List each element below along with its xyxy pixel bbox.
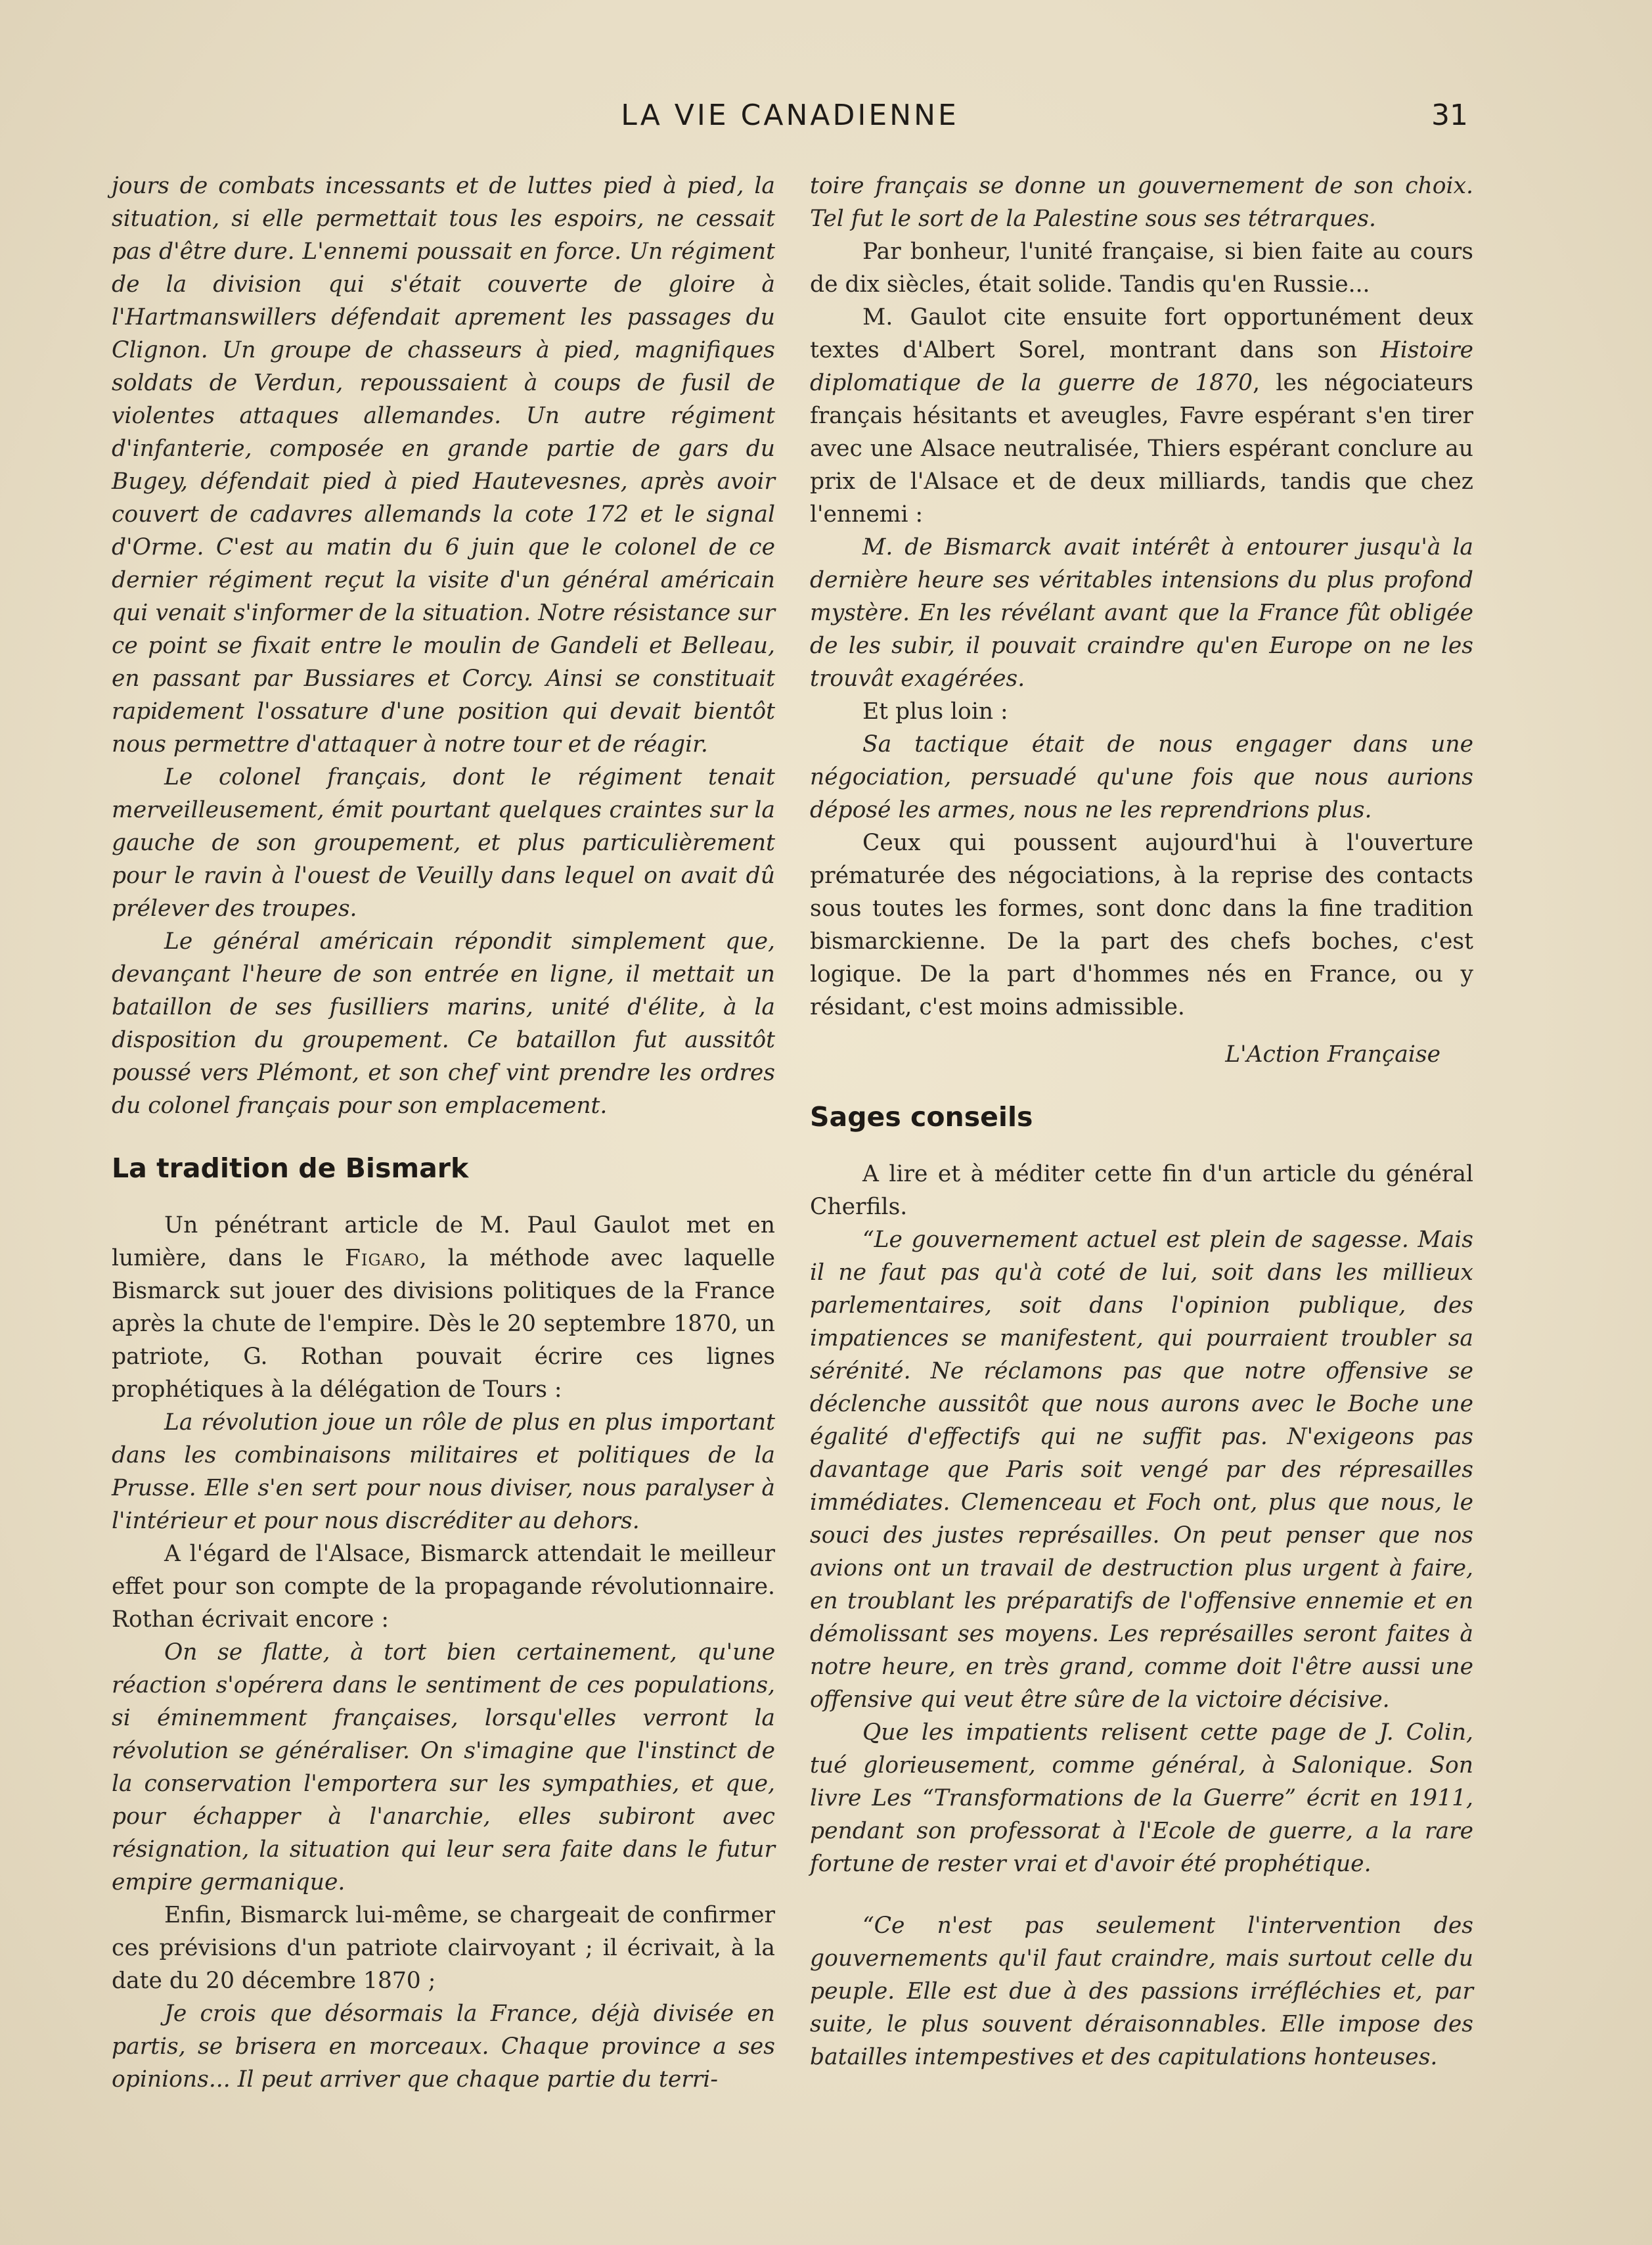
quotation: Que les impatients relisent cette page de J. Colin, tué glorieusement, comme général, à Salonique. Son livre Les “Transformations de la Guerre” écrit en 1911, pendant son professorat à l'Ecole de guerre, a la rare fortune de rester vrai et d'avoir été prophétique. (810, 1719, 1473, 1877)
left-column (112, 170, 775, 2096)
quotation: M. de Bismarck avait intérêt à entourer jusqu'à la dernière heure ses véritables intensions du plus profond mystère. En les révélant avant que la France fût obligée de les subir, il pouvait craindre qu'en Europe on ne les trouvât exagérées. (810, 534, 1473, 692)
paragraph (112, 1209, 775, 1406)
quotation: “Le gouvernement actuel est plein de sagesse. Mais il ne faut pas qu'à coté de lui, soit dans les millieux parlementaires, soit dans l'opinion publique, des impatiences se manifestent, qui pourraient troubler sa sérénité. Ne réclamons pas que notre offensive se déclenche aussitôt que nous aurons avec le Boche une égalité d'effectifs qui ne suffit pas. N'exigeons pas davantage que Paris soit vengé par des répresailles immédiates. Clemenceau et Foch ont, plus que nous, le souci des justes représailles. On peut penser que nos avions ont un travail de destruction plus urgent à faire, en troublant les préparatifs de l'offensive ennemie et en démolissant ses moyens. Les représailles seront faites à notre heure, en très grand, comme doit l'être aussi une offensive qui veut être sûre de la victoire décisive. (810, 1227, 1473, 1713)
page-header (112, 99, 1468, 145)
paragraph (810, 301, 1473, 531)
paragraph: Enfin, Bismarck lui-même, se chargeait de confirmer ces prévisions d'un patriote clairvoyant ; il écrivait, à la date du 20 décembre 1870 ; (112, 1902, 775, 1994)
paragraph: A lire et à méditer cette fin d'un article du général Cherfils. (810, 1161, 1473, 1220)
quotation: Je crois que désormais la France, déjà divisée en partis, se brisera en morceaux. Chaque province a ses opinions... Il peut arriver que chaque partie du terri- (112, 2001, 775, 2093)
paragraph-text: M. Gaulot cite ensuite fort opportunément deux textes d'Albert Sorel, montrant dans son (810, 304, 1473, 363)
paragraph: Le colonel français, dont le régiment tenait merveilleusement, émit pourtant quelques craintes sur la gauche de son groupement, et plus particulièrement pour le ravin à l'ouest de Veuilly dans lequel on avait dû prélever des troupes. (112, 764, 775, 922)
quotation: “Ce n'est pas seulement l'intervention des gouvernements qu'il faut craindre, mais surtout celle du peuple. Elle est due à des passions irréfléchies et, par suite, le plus souvent déraisonnables. Elle impose des batailles intempestives et des capitulations honteuses. (810, 1913, 1473, 2070)
paragraph-text: , la méthode avec laquelle Bismarck sut jouer des divisions politiques de la France après la chute de l'empire. Dès le 20 septembre 1870, un patriote, G. Rothan pouvait écrire ces lignes prophétiques à la délégation de Tours : (112, 1245, 775, 1403)
running-title: LA VIE CANADIENNE (621, 99, 959, 132)
article-heading: La tradition de Bismark (112, 1152, 469, 1184)
quotation: Sa tactique était de nous engager dans une négociation, persuadé qu'une fois que nous aurions déposé les armes, nous ne les reprendrions plus. (810, 731, 1473, 823)
page-number: 31 (1431, 99, 1468, 132)
paragraph-text: , les négociateurs français hésitants et aveugles, Favre espérant s'en tirer avec une Alsace neutralisée, Thiers espérant conclure au prix de l'Alsace et de deux milliards, tandis que chez l'ennemi : (810, 370, 1473, 528)
article-heading: Sages conseils (810, 1101, 1033, 1133)
paragraph: Ceux qui poussent aujourd'hui à l'ouverture prématurée des négociations, à la reprise des contacts sous toutes les formes, sont donc dans la fine tradition bismarckienne. De la part des chefs boches, c'est logique. De la part d'hommes nés en France, ou y résidant, c'est moins admissible. (810, 830, 1473, 1020)
quotation: La révolution joue un rôle de plus en plus important dans les combinaisons militaires et politiques de la Prusse. Elle s'en sert pour nous diviser, nous paralyser à l'intérieur et pour nous discréditer au dehors. (112, 1409, 775, 1534)
paragraph: A l'égard de l'Alsace, Bismarck attendait le meilleur effet pour son compte de la propagande révolutionnaire. Rothan écrivait encore : (112, 1541, 775, 1633)
quotation: toire français se donne un gouvernement de son choix. Tel fut le sort de la Palestine sous ses tétrarques. (810, 173, 1473, 232)
source-attribution: L'Action Française (1225, 1041, 1440, 1068)
paragraph: Par bonheur, l'unité française, si bien faite au cours de dix siècles, était solide. Tandis qu'en Russie... (810, 238, 1473, 298)
quotation: On se flatte, à tort bien certainement, qu'une réaction s'opérera dans le sentiment de ces populations, si éminemment françaises, lorsqu'elles verront la révolution se généraliser. On s'imagine que l'instinct de la conservation l'emportera sur les sympathies, et que, pour échapper à l'anarchie, elles subiront avec résignation, la situation qui leur sera faite dans le futur empire germanique. (112, 1639, 775, 1895)
right-column (810, 170, 1473, 2074)
paragraph: Le général américain répondit simplement que, devançant l'heure de son entrée en ligne, il mettait un bataillon de ses fusilliers marins, unité d'élite, à la disposition du groupement. Ce bataillon fut aussitôt poussé vers Plémont, et son chef vint prendre les ordres du colonel français pour son emplacement. (112, 928, 775, 1119)
paragraph: Et plus loin : (862, 698, 1008, 725)
paragraph: jours de combats incessants et de luttes pied à pied, la situation, si elle permettait tous les espoirs, ne cessait pas d'être dure. L'ennemi poussait en force. Un régiment de la division qui s'était couverte de gloire à l'Hartmanswillers défendait aprement les passages du Clignon. Un groupe de chasseurs à pied, magnifiques soldats de Verdun, repoussaient à coups de fusil de violentes attaques allemandes. Un autre régiment d'infanterie, composée en grande partie de gars du Bugey, défendait pied à pied Hautevesnes, après avoir couvert de cadavres allemands la cote 172 et le signal d'Orme. C'est au matin du 6 juin que le colonel de ce dernier régiment reçut la visite d'un général américain qui venait s'informer de la situation. Notre résistance sur ce point se fixait entre le moulin de Gandeli et Belleau, en passant par Bussiares et Corcy. Ainsi se constituait rapidement l'ossature d'une position qui devait bientôt nous permettre d'attaquer à notre tour et de réagir. (112, 173, 775, 758)
book-title: Histoire diplomatique de la guerre de 1870 (810, 337, 1474, 396)
newspaper-name: Figaro (345, 1245, 420, 1271)
paragraph-text: Un pénétrant article de M. Paul Gaulot met en lumière, dans le (112, 1212, 775, 1271)
